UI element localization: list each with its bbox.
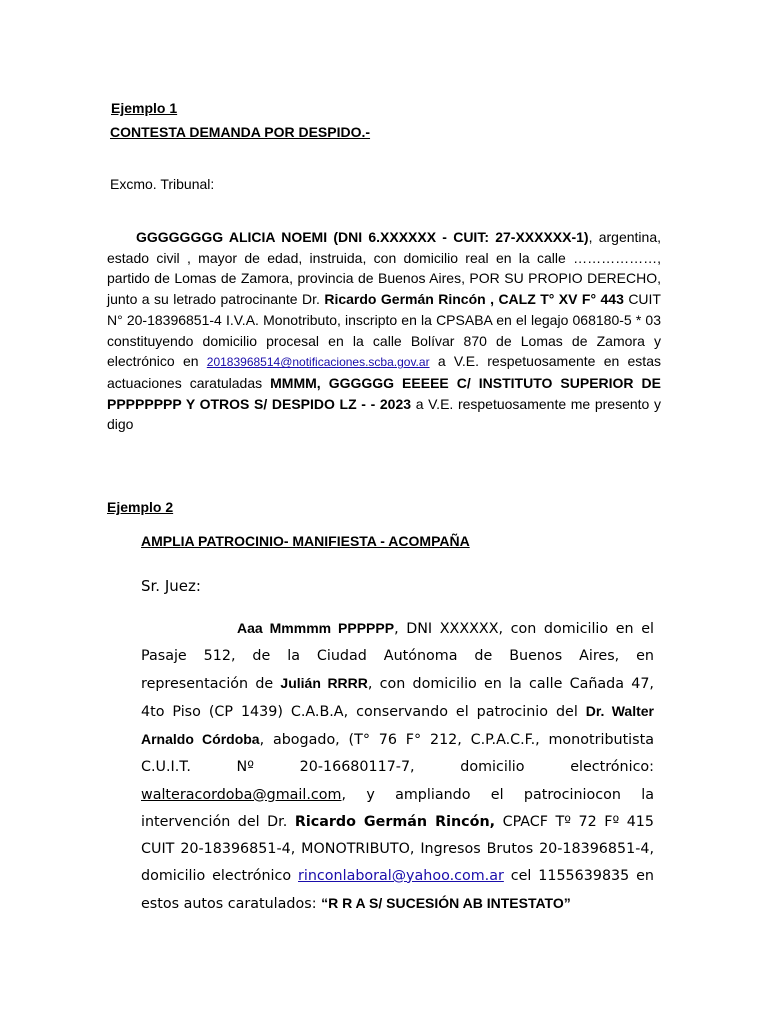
body-text: a V.E. respetuosamente en estas actuaciones caratuladas xyxy=(107,353,661,391)
example-1-title: CONTESTA DEMANDA POR DESPIDO.- xyxy=(110,124,371,140)
body-text: CUIT N° 20-18396851-4 I.V.A. Monotributo, inscripto en la CPSABA en el legajo 068180-5 * 03 constituyendo domicilio procesal en la calle Bolívar 870 de Lomas de Zamora y electrónico en xyxy=(107,291,661,370)
electronic-domicile-link[interactable]: 20183968514@notificaciones.scba.gov.ar xyxy=(206,355,430,370)
example-1-body xyxy=(107,227,661,435)
lawyer-email-link[interactable]: walteracordoba@gmail.com xyxy=(141,786,342,803)
body-text: a V.E. respetuosamente me presento y digo xyxy=(107,395,661,433)
case-title: MMMM, GGGGGG EEEEE C/ INSTITUTO SUPERIOR DE PPPPPPPP Y OTROS S/ DESPIDO LZ - - 2023 xyxy=(107,374,662,412)
example-2-body xyxy=(141,615,654,915)
body-text: , con domicilio en la calle Cañada 47, 4to Piso (CP 1439) C.A.B.A, conservando el patrocinio del xyxy=(141,676,654,721)
example-2-salutation: Sr. Juez: xyxy=(141,577,201,595)
body-text: , argentina, estado civil , mayor de edad, instruida, con domicilio real en la calle ………………, partido de Lomas de Zamora, provincia de Buenos Aires, POR SU PROPIO DERECHO, junto a su letrado patrocinante Dr. xyxy=(107,229,661,308)
lawyer-name: Dr. Walter Arnaldo Córdoba xyxy=(141,703,654,748)
example-2-title: AMPLIA PATROCINIO- MANIFIESTA - ACOMPAÑA xyxy=(141,533,470,549)
party-name: GGGGGGGG ALICIA NOEMI (DNI 6.XXXXXX - CUIT: 27-XXXXXX-1) xyxy=(136,229,589,245)
party-name: Aaa Mmmmm PPPPPP xyxy=(237,620,395,636)
body-text: CPACF Tº 72 Fº 415 CUIT 20-18396851-4, MONOTRIBUTO, Ingresos Brutos 20-18396851-4, domicilio electrónico xyxy=(141,813,654,884)
example-1-salutation: Excmo. Tribunal: xyxy=(110,176,215,192)
body-text: , abogado, (T° 76 F° 212, C.P.A.C.F., monotributista C.U.I.T. Nº 20-16680117-7, domicilio electrónico: xyxy=(141,732,654,776)
body-text: cel 1155639835 en estos autos caratulados: xyxy=(141,867,654,912)
body-text: , y ampliando el patrociniocon la intervención del Dr. xyxy=(141,786,654,830)
body-text: , DNI XXXXXX, con domicilio en el Pasaje 512, de la Ciudad Autónoma de Buenos Aires, en representación de xyxy=(141,621,654,693)
lawyer-name: Ricardo Germán Rincón , CALZ T° XV F° 443 xyxy=(324,291,624,308)
lawyer-email-link-2[interactable]: rinconlaboral@yahoo.com.ar xyxy=(298,867,504,884)
lawyer-name-2: Ricardo Germán Rincón, xyxy=(294,813,496,830)
example-1-label: Ejemplo 1 xyxy=(111,100,178,116)
represented-name: Julián RRRR xyxy=(280,675,368,692)
case-title: “R R A S/ SUCESIÓN AB INTESTATO” xyxy=(321,894,571,911)
example-2-label: Ejemplo 2 xyxy=(107,499,174,515)
